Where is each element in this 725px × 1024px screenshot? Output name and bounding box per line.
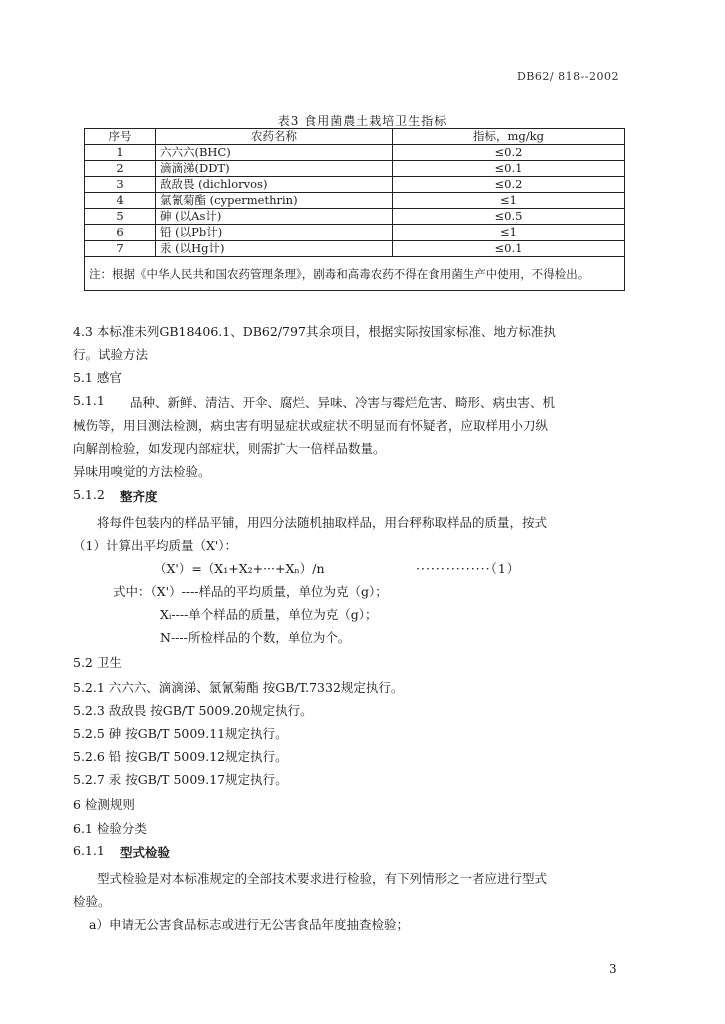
formula: （X'）=（X₁+X₂+···+Xₙ）/n	[154, 561, 325, 576]
cell-serial: 3	[85, 177, 156, 193]
cell-name: 砷 (以As计)	[156, 209, 393, 225]
table-header-row	[85, 129, 625, 145]
table-row	[85, 209, 625, 225]
clause-5-1-1-line4: 异味用嗅觉的方法检验。	[73, 464, 211, 479]
clause-5-1-2-line2: （1）计算出平均质量（X'）：	[73, 538, 238, 553]
heading-5-1: 5.1 感官	[73, 370, 122, 385]
cell-limit: ≤1	[393, 225, 625, 241]
clause-4-3: 4.3 本标准未列GB18406.1、DB62/797其余项目，根据实际按国家标准、地方标准执	[73, 324, 556, 339]
heading-5-2: 5.2 卫生	[73, 655, 122, 670]
table-row	[85, 177, 625, 193]
header-pesticide-name: 农药名称	[156, 129, 393, 145]
table-row	[85, 193, 625, 209]
clause-5-2-1: 5.2.1 六六六、滴滴涕、氯氰菊酯 按GB/T.7332规定执行。	[73, 680, 404, 695]
cell-limit: ≤1	[393, 193, 625, 209]
clause-5-1-1-line1: 品种、新鲜、清洁、开伞、腐烂、异味、冷害与霉烂危害、畸形、病虫害、机	[130, 395, 556, 410]
table-row	[85, 161, 625, 177]
clause-5-1-1-line2: 械伤等，用目测法检测，病虫害有明显症状或症状不明显而有怀疑者，应取样用小刀纵	[73, 418, 549, 433]
table-note: 注：根据《中华人民共和国农药管理条理》，剧毒和高毒农药不得在食用菌生产中使用，不得检出。	[85, 257, 625, 291]
heading-6-1: 6.1 检验分类	[73, 821, 147, 836]
hygiene-index-table	[84, 128, 625, 291]
page-number: 3	[609, 962, 617, 976]
clause-6-1-1-item-a: a）申请无公害食品标志或进行无公害食品年度抽查检验；	[89, 917, 409, 932]
cell-serial: 7	[85, 241, 156, 257]
clause-5-1-2-number: 5.1.2	[73, 487, 105, 502]
where-line-2: Xᵢ----单个样品的质量，单位为克（g）；	[160, 607, 378, 622]
cell-serial: 2	[85, 161, 156, 177]
heading-5-1-2: 整齐度	[120, 489, 158, 504]
table-row	[85, 225, 625, 241]
cell-name: 敌敌畏 (dichlorvos)	[156, 177, 393, 193]
clause-5-1-1-number: 5.1.1	[73, 393, 105, 408]
clause-5-1-2-line1: 将每件包装内的样品平铺，用四分法随机抽取样品，用台秤称取样品的质量，按式	[97, 515, 548, 530]
cell-serial: 5	[85, 209, 156, 225]
cell-name: 滴滴涕(DDT)	[156, 161, 393, 177]
clause-5-2-7: 5.2.7 汞 按GB/T 5009.17规定执行。	[73, 772, 288, 787]
cell-name: 氯氰菊酯 (cypermethrin)	[156, 193, 393, 209]
table-row	[85, 145, 625, 161]
cell-name: 汞 (以Hg计)	[156, 241, 393, 257]
cell-limit: ≤0.5	[393, 209, 625, 225]
heading-6: 6 检测规则	[73, 797, 135, 812]
clause-5-2-6: 5.2.6 铅 按GB/T 5009.12规定执行。	[73, 749, 288, 764]
header-limit: 指标，mg/kg	[393, 129, 625, 145]
table-note-row	[85, 257, 625, 291]
clause-6-1-1-line2: 检验。	[73, 894, 111, 909]
where-line-1: 式中：（X'）----样品的平均质量，单位为克（g）；	[113, 584, 388, 599]
heading-6-1-1: 型式检验	[120, 845, 171, 860]
header-serial: 序号	[85, 129, 156, 145]
cell-name: 铅 (以Pb计)	[156, 225, 393, 241]
cell-serial: 6	[85, 225, 156, 241]
table-row	[85, 241, 625, 257]
clause-5-2-3: 5.2.3 敌敌畏 按GB/T 5009.20规定执行。	[73, 703, 313, 718]
cell-limit: ≤0.2	[393, 177, 625, 193]
clause-5-1-1-line3: 向解剖检验，如发现内部症状，则需扩大一倍样品数量。	[73, 441, 386, 456]
cell-limit: ≤0.1	[393, 241, 625, 257]
clause-5-2-5: 5.2.5 砷 按GB/T 5009.11规定执行。	[73, 726, 288, 741]
table-title: 表3 食用菌農土栽培卫生指标	[277, 114, 448, 128]
where-line-3: N----所检样品的个数，单位为个。	[160, 630, 351, 645]
cell-serial: 1	[85, 145, 156, 161]
document-code: DB62/ 818--2002	[516, 70, 619, 83]
cell-serial: 4	[85, 193, 156, 209]
cell-name: 六六六(BHC)	[156, 145, 393, 161]
cell-limit: ≤0.1	[393, 161, 625, 177]
cell-limit: ≤0.2	[393, 145, 625, 161]
formula-number: ···············（1）	[416, 561, 521, 576]
clause-4-3-cont: 行。试验方法	[73, 347, 149, 362]
clause-6-1-1-line1: 型式检验是对本标准规定的全部技术要求进行检验，有下列情形之一者应进行型式	[97, 871, 548, 886]
clause-6-1-1-number: 6.1.1	[73, 843, 105, 858]
